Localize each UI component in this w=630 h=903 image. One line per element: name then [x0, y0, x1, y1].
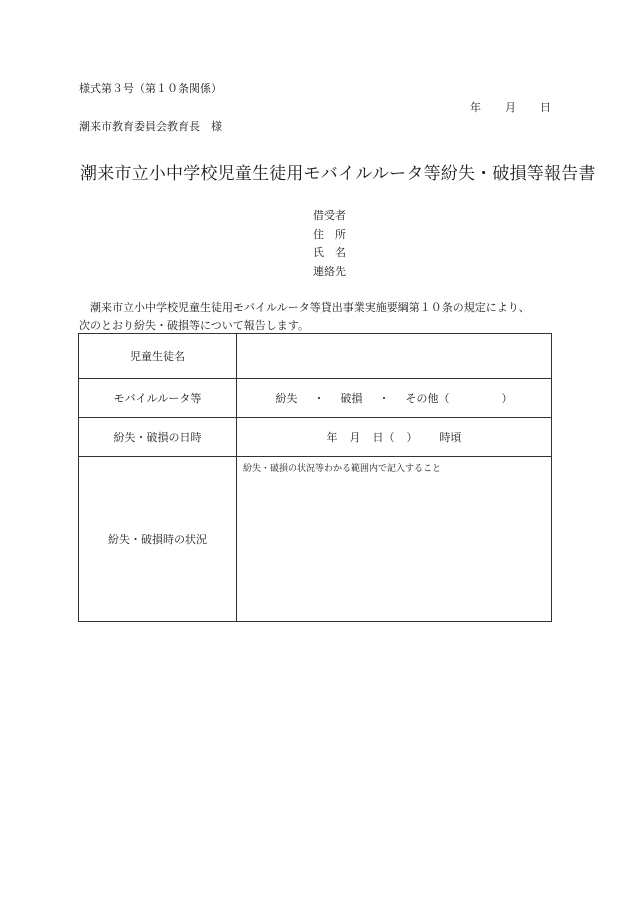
date-line: [470, 99, 551, 115]
table-row-student-name: [79, 334, 552, 379]
option-other-close: ）: [501, 392, 513, 405]
device-label: モバイルルータ等: [79, 379, 237, 418]
datetime-year: 年: [326, 431, 338, 444]
datetime-paren-close: ）: [406, 431, 418, 444]
option-damaged: 破損: [340, 392, 363, 405]
borrower-label: 借受者: [313, 209, 346, 222]
datetime-time: 時頃: [439, 431, 462, 444]
form-number: 様式第３号（第１０条関係）: [79, 82, 222, 95]
student-name-field[interactable]: [237, 334, 552, 379]
borrower-name-label: 氏 名: [313, 246, 346, 260]
student-name-label: 児童生徒名: [79, 334, 237, 379]
borrower-contact-label: 連絡先: [313, 264, 346, 278]
situation-field[interactable]: [237, 457, 552, 622]
date-month-label: 月: [505, 101, 516, 114]
document-title: 潮来市立小中学校児童生徒用モバイルルータ等紛失・破損等報告書: [80, 164, 596, 184]
option-other: その他（: [405, 392, 450, 405]
table-row-device: [79, 379, 552, 418]
date-year-label: 年: [470, 101, 481, 114]
table-row-datetime: [79, 418, 552, 457]
option-lost: 紛失: [275, 392, 298, 405]
device-options-field[interactable]: [237, 379, 552, 418]
date-day-label: 日: [540, 101, 551, 114]
datetime-day: 日（: [372, 431, 395, 444]
table-row-situation: [79, 457, 552, 622]
situation-label: 紛失・破損時の状況: [79, 457, 237, 622]
datetime-month: 月: [349, 431, 361, 444]
option-separator: ・: [378, 392, 390, 405]
datetime-label: 紛失・破損の日時: [79, 418, 237, 457]
datetime-field[interactable]: [237, 418, 552, 457]
situation-note: 紛失・破損の状況等わかる範囲内で記入すること: [243, 464, 442, 474]
body-line-1: 潮来市立小中学校児童生徒用モバイルルータ等貸出事業実施要綱第１０条の規定により、: [90, 301, 530, 314]
option-separator: ・: [313, 392, 325, 405]
borrower-block: [313, 207, 346, 281]
borrower-address-label: 住 所: [313, 227, 346, 241]
report-table: [78, 333, 552, 622]
body-line-2: 次のとおり紛失・破損等について報告します。: [79, 318, 309, 332]
addressee: 潮来市教育委員会教育長 様: [79, 120, 222, 133]
body-text: [79, 299, 559, 334]
